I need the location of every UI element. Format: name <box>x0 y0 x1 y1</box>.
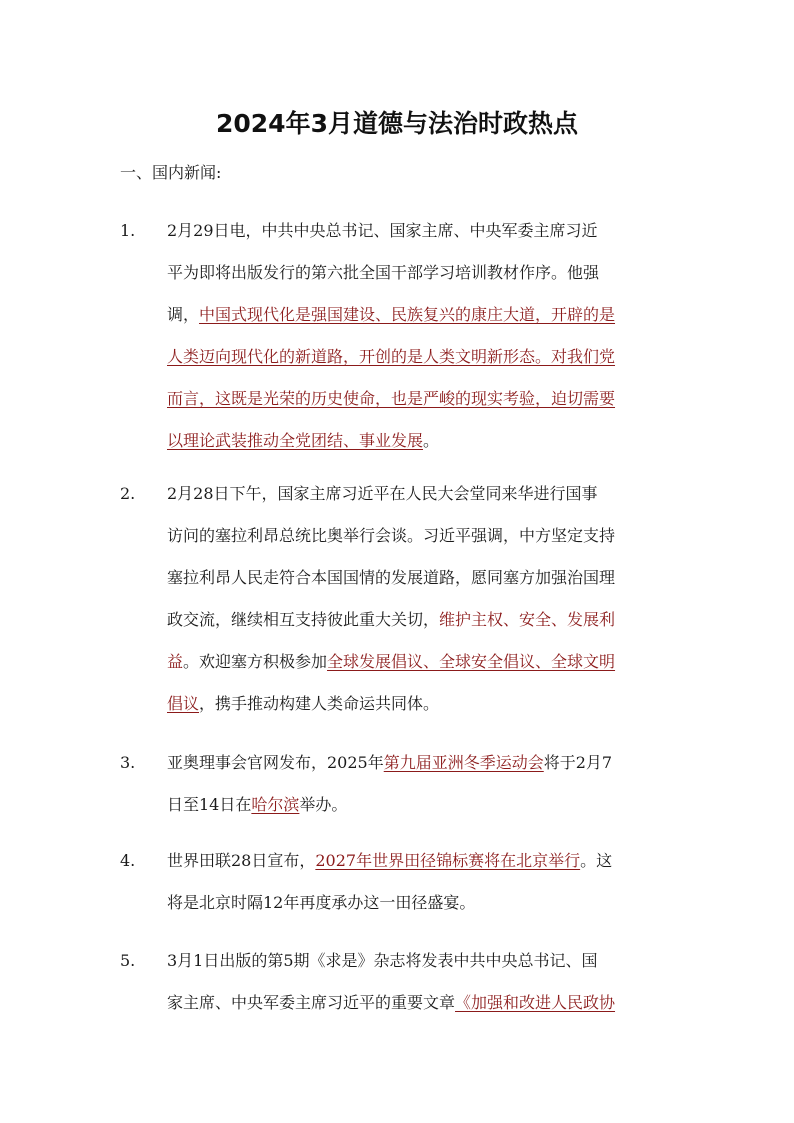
highlight-text: 《加强和改进人民政协 <box>455 993 616 1012</box>
highlight-text: 2027年世界田径锦标赛将在北京举行 <box>315 851 581 870</box>
highlight-text: 第九届亚洲冬季运动会 <box>383 753 544 772</box>
highlight-text: 人类迈向现代化的新道路，开创的是人类文明新形态。对我们党 <box>167 347 616 366</box>
text: 亚奥理事会官网发布，2025年 <box>167 753 384 772</box>
text: 塞拉利昂人民走符合本国国情的发展道路，愿同塞方加强治国理 <box>167 568 616 587</box>
text: 。欢迎塞方积极参加 <box>183 652 328 671</box>
item-body <box>167 210 692 462</box>
text: 将于2月7 <box>543 753 613 772</box>
text: 将是北京时隔12年再度承办这一田径盛宴。 <box>167 893 476 912</box>
highlight-text: 而言，这既是光荣的历史使命，也是严峻的现实考验，迫切需要 <box>167 389 616 408</box>
highlight-text: 益 <box>167 652 184 671</box>
item-number: 1. <box>120 221 136 240</box>
text: 。 <box>423 431 440 450</box>
highlight-text: 以理论武装推动全党团结、事业发展 <box>167 431 424 450</box>
highlight-text: 哈尔滨 <box>251 795 300 814</box>
text: 世界田联28日宣布， <box>167 851 316 870</box>
highlight-text: 维护主权、安全、发展利 <box>439 610 616 629</box>
text: 2月28日下午，国家主席习近平在人民大会堂同来华进行国事 <box>167 484 598 503</box>
item-number: 4. <box>120 851 136 870</box>
text: 举办。 <box>299 795 348 814</box>
text: 2月29日电，中共中央总书记、国家主席、中央军委主席习近 <box>167 221 598 240</box>
item-body <box>167 742 692 826</box>
item-number: 3. <box>120 753 136 772</box>
text: 日至14日在 <box>167 795 252 814</box>
text: 访问的塞拉利昂总统比奥举行会谈。习近平强调，中方坚定支持 <box>167 526 616 545</box>
highlight-text: 中国式现代化是强国建设、民族复兴的康庄大道，开辟的是 <box>199 305 616 324</box>
text: 平为即将出版发行的第六批全国干部学习培训教材作序。他强 <box>167 263 600 282</box>
item-body <box>167 940 692 1024</box>
item-number: 5. <box>120 951 136 970</box>
item-body <box>167 840 692 924</box>
page-title: 2024年3月道德与法治时政热点 <box>216 109 578 138</box>
text: ，携手推动构建人类命运共同体。 <box>199 694 440 713</box>
highlight-text: 倡议 <box>167 694 200 713</box>
item-body <box>167 473 692 725</box>
section-heading: 一、国内新闻: <box>120 163 222 182</box>
text: 。这 <box>580 851 613 870</box>
text: 3月1日出版的第5期《求是》杂志将发表中共中央总书记、国 <box>167 951 598 970</box>
highlight-text: 全球发展倡议、全球安全倡议、全球文明 <box>327 652 616 671</box>
text: 调， <box>167 305 200 324</box>
text: 家主席、中央军委主席习近平的重要文章 <box>167 993 456 1012</box>
item-number: 2. <box>120 484 136 503</box>
text: 政交流，继续相互支持彼此重大关切， <box>167 610 440 629</box>
